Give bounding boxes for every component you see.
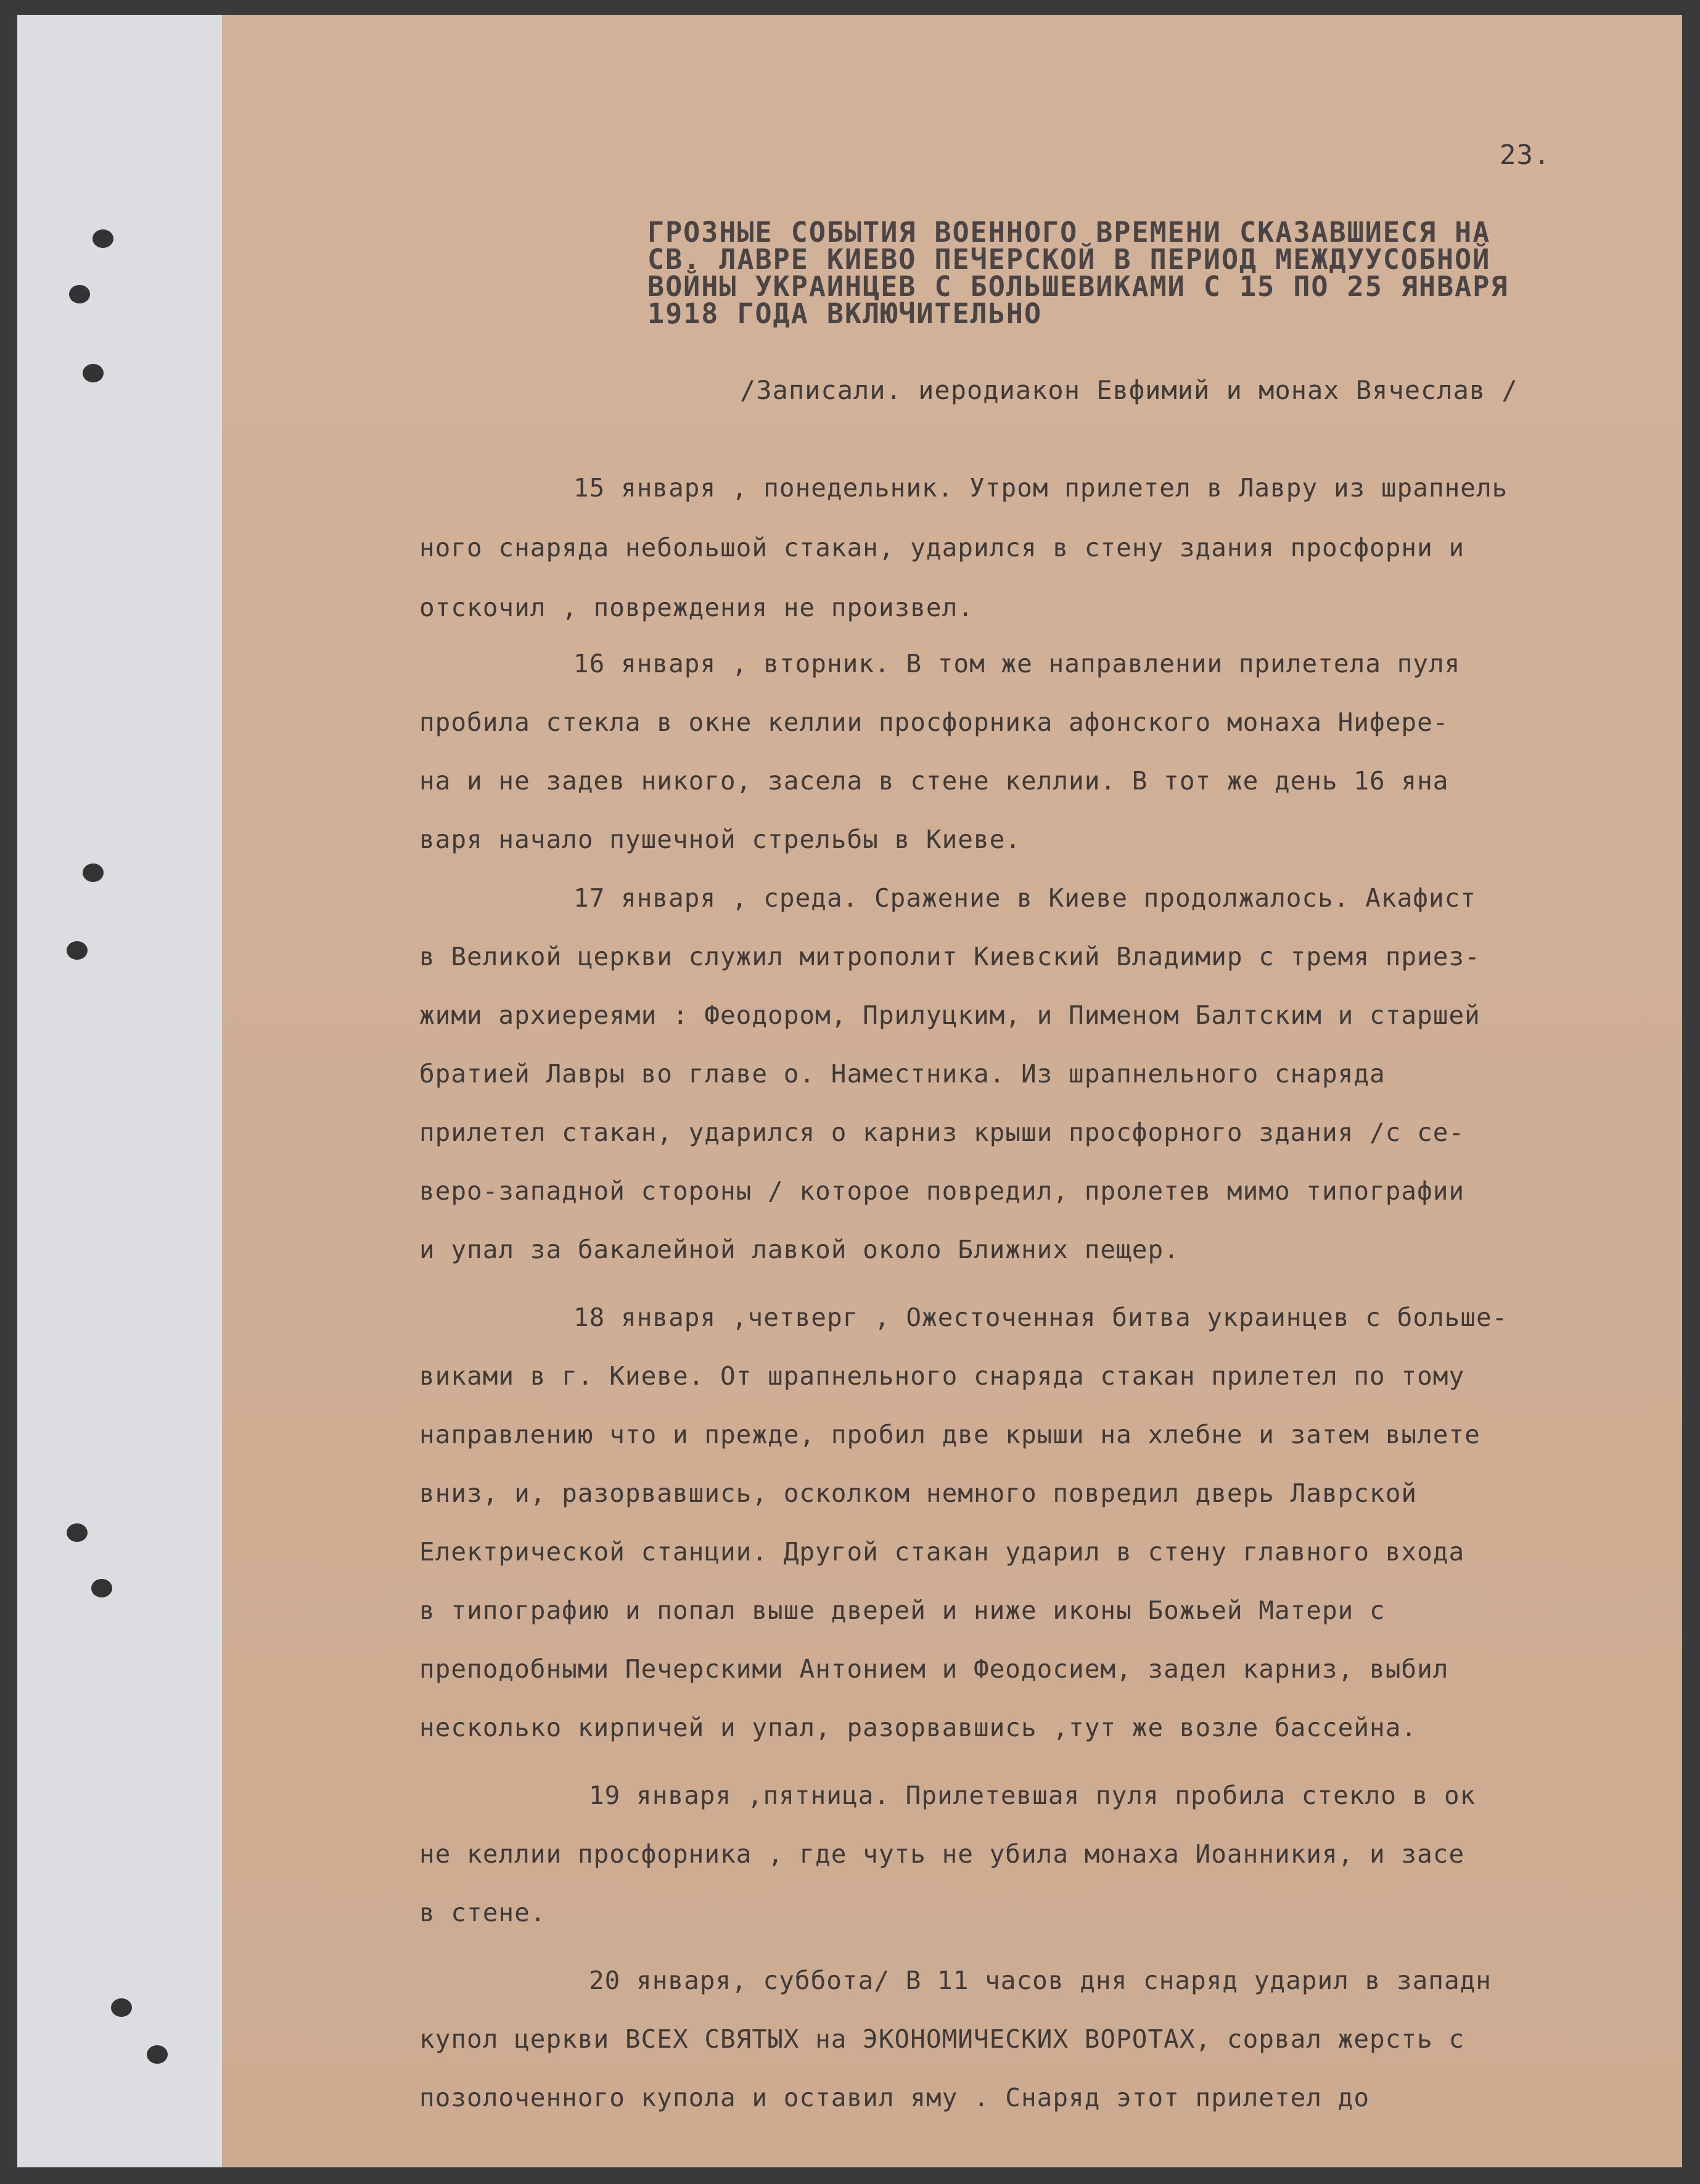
page-number: 23. bbox=[1500, 139, 1551, 171]
binder-hole bbox=[67, 1523, 88, 1542]
binder-hole bbox=[67, 941, 88, 960]
text-line: позолоченного купола и оставил яму . Снаряд этот прилетел до bbox=[419, 2083, 1370, 2112]
text-line: отскочил , повреждения не произвел. bbox=[419, 593, 974, 622]
binder-hole bbox=[92, 229, 113, 248]
binder-hole bbox=[83, 863, 104, 882]
title-line: 1918 ГОДА ВКЛЮЧИТЕЛЬНО bbox=[647, 297, 1043, 330]
text-line: купол церкви ВСЕХ СВЯТЫХ на ЭКОНОМИЧЕСКИХ ВОРОТАХ, сорвал жерсть с bbox=[419, 2024, 1465, 2054]
text-line: 20 января, суббота/ В 11 часов дня снаряд ударил в западн bbox=[589, 1966, 1492, 1995]
text-line: прилетел стакан, ударился о карниз крыши просфорного здания /с се- bbox=[419, 1118, 1465, 1147]
title-line: ГРОЗНЫЕ СОБЫТИЯ ВОЕННОГО ВРЕМЕНИ СКАЗАВШИЕСЯ НА bbox=[647, 216, 1491, 249]
title-line: СВ. ЛАВРЕ КИЕВО ПЕЧЕРСКОЙ В ПЕРИОД МЕЖДУУСОБНОЙ bbox=[647, 243, 1491, 276]
text-line: 15 января , понедельник. Утром прилетел в Лавру из шрапнель bbox=[573, 473, 1508, 503]
title-line: ВОЙНЫ УКРАИНЦЕВ С БОЛЬШЕВИКАМИ С 15 ПО 25 ЯНВАРЯ bbox=[647, 270, 1509, 303]
text-line: братией Лавры во главе о. Наместника. Из шрапнельного снаряда bbox=[419, 1059, 1386, 1089]
text-line: 19 января ,пятница. Прилетевшая пуля пробила стекло в ок bbox=[589, 1781, 1476, 1810]
binder-hole bbox=[111, 1998, 132, 2017]
text-line: варя начало пушечной стрельбы в Киеве. bbox=[419, 825, 1021, 854]
text-line: и упал за бакалейной лавкой около Ближних пещер. bbox=[419, 1235, 1180, 1264]
authors-line: /Записали. иеродиакон Евфимий и монах Вячеслав / bbox=[740, 375, 1518, 405]
binder-hole bbox=[91, 1579, 112, 1597]
text-line: в типографию и попал выше дверей и ниже иконы Божьей Матери с bbox=[419, 1596, 1386, 1625]
text-line: не келлии просфорника , где чуть не убила монаха Иоанникия, и засе bbox=[419, 1839, 1465, 1869]
binder-hole bbox=[83, 364, 104, 382]
text-line: виками в г. Киеве. От шрапнельного снаряда стакан прилетел по тому bbox=[419, 1361, 1465, 1391]
text-line: в стене. bbox=[419, 1898, 546, 1927]
text-line: 17 января , среда. Сражение в Киеве продолжалось. Акафист bbox=[573, 883, 1476, 913]
text-line: преподобными Печерскими Антонием и Феодосием, задел карниз, выбил bbox=[419, 1654, 1449, 1684]
text-line: веро-западной стороны / которое повредил, пролетев мимо типографии bbox=[419, 1176, 1465, 1206]
text-line: жими архиереями : Феодором, Прилуцким, и Пименом Балтским и старшей bbox=[419, 1000, 1480, 1030]
text-line: Електрической станции. Другой стакан ударил в стену главного входа bbox=[419, 1537, 1465, 1567]
binder-hole bbox=[69, 285, 90, 303]
text-line: направлению что и прежде, пробил две крыши на хлебне и затем вылете bbox=[419, 1420, 1480, 1449]
text-line: пробила стекла в окне келлии просфорника афонского монаха Нифере- bbox=[419, 707, 1449, 737]
text-line: 18 января ,четверг , Ожесточенная битва украинцев с больше- bbox=[573, 1303, 1508, 1332]
text-line: на и не задев никого, засела в стене келлии. В тот же день 16 яна bbox=[419, 766, 1449, 796]
text-line: 16 января , вторник. В том же направлении прилетела пуля bbox=[573, 649, 1461, 678]
text-line: несколько кирпичей и упал, разорвавшись ,тут же возле бассейна. bbox=[419, 1713, 1418, 1742]
text-line: вниз, и, разорвавшись, осколком немного повредил дверь Лаврской bbox=[419, 1478, 1418, 1508]
binder-hole bbox=[147, 2045, 168, 2064]
text-line: ного снаряда небольшой стакан, ударился в стену здания просфорни и bbox=[419, 533, 1465, 562]
text-line: в Великой церкви служил митрополит Киевский Владимир с тремя приез- bbox=[419, 942, 1480, 971]
